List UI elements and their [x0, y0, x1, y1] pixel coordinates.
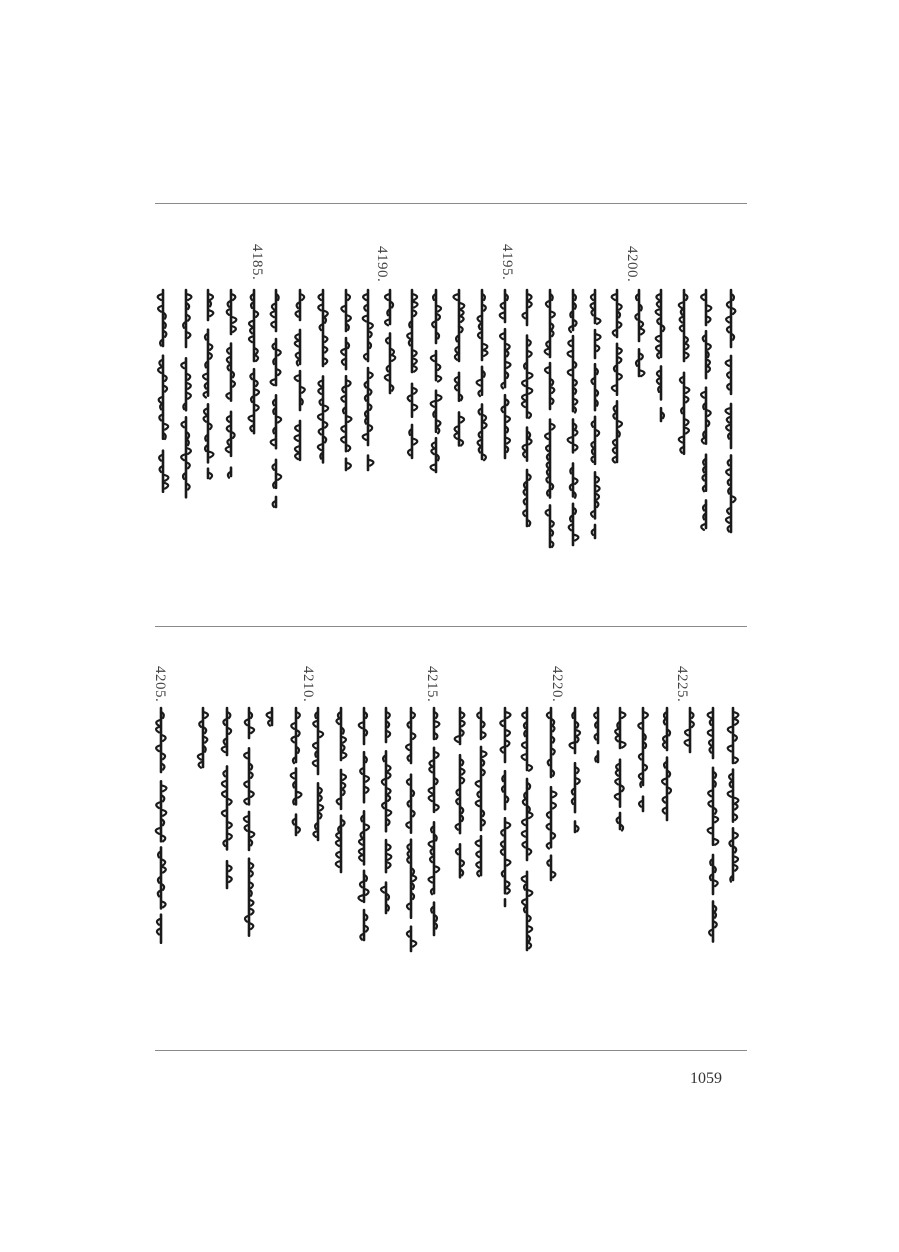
script-line [243, 288, 265, 440]
script-line [401, 288, 423, 471]
script-line [353, 706, 375, 946]
script-line [220, 288, 242, 482]
script-line [695, 288, 717, 534]
script-line [423, 706, 445, 941]
middle-rule [155, 626, 747, 627]
script-line [679, 706, 701, 758]
verse-number: 4210. [300, 666, 316, 703]
script-line [494, 288, 516, 464]
verse-number: 4225. [674, 666, 690, 703]
verse-number: 4220. [549, 666, 565, 703]
script-line [562, 288, 584, 551]
script-line [632, 706, 654, 817]
script-line [152, 288, 174, 512]
script-line [656, 706, 678, 826]
script-line [261, 706, 283, 731]
script-line [471, 288, 493, 465]
script-line [192, 706, 214, 778]
script-line [449, 706, 471, 898]
script-line [702, 706, 724, 951]
script-line [650, 288, 672, 427]
script-line [539, 288, 561, 553]
script-line [448, 288, 470, 452]
verse-number: 4195. [499, 244, 515, 281]
script-line [330, 706, 352, 878]
script-line [494, 706, 516, 912]
verse-number: 4200. [624, 246, 640, 283]
script-line [470, 706, 492, 886]
script-line [540, 706, 562, 886]
script-line [312, 288, 334, 475]
script-line [289, 288, 311, 476]
script-line [375, 706, 397, 919]
script-line [335, 288, 357, 476]
top-rule [155, 203, 747, 204]
script-line [587, 706, 609, 768]
script-line [197, 288, 219, 484]
script-line [379, 288, 401, 399]
bottom-rule [155, 1050, 747, 1051]
page-number: 1059 [690, 1070, 722, 1087]
script-line [516, 288, 538, 532]
script-line [216, 706, 238, 894]
verse-number: 4185. [249, 244, 265, 281]
script-line [628, 288, 650, 382]
script-line [400, 706, 422, 957]
script-line [609, 706, 631, 835]
script-line [584, 288, 606, 544]
script-line [516, 706, 538, 956]
script-line [357, 288, 379, 476]
script-line [606, 288, 628, 468]
script-line [425, 288, 447, 478]
script-line [307, 706, 329, 846]
script-line [238, 706, 260, 958]
script-line [265, 288, 287, 513]
script-line [175, 288, 197, 510]
verse-number: 4215. [424, 666, 440, 703]
verse-number: 4190. [374, 246, 390, 283]
verse-number: 4205. [152, 666, 168, 703]
script-line [720, 288, 742, 538]
script-line [150, 706, 172, 961]
script-line [722, 706, 744, 886]
script-line [285, 706, 307, 841]
script-line [564, 706, 586, 838]
script-line [673, 288, 695, 472]
